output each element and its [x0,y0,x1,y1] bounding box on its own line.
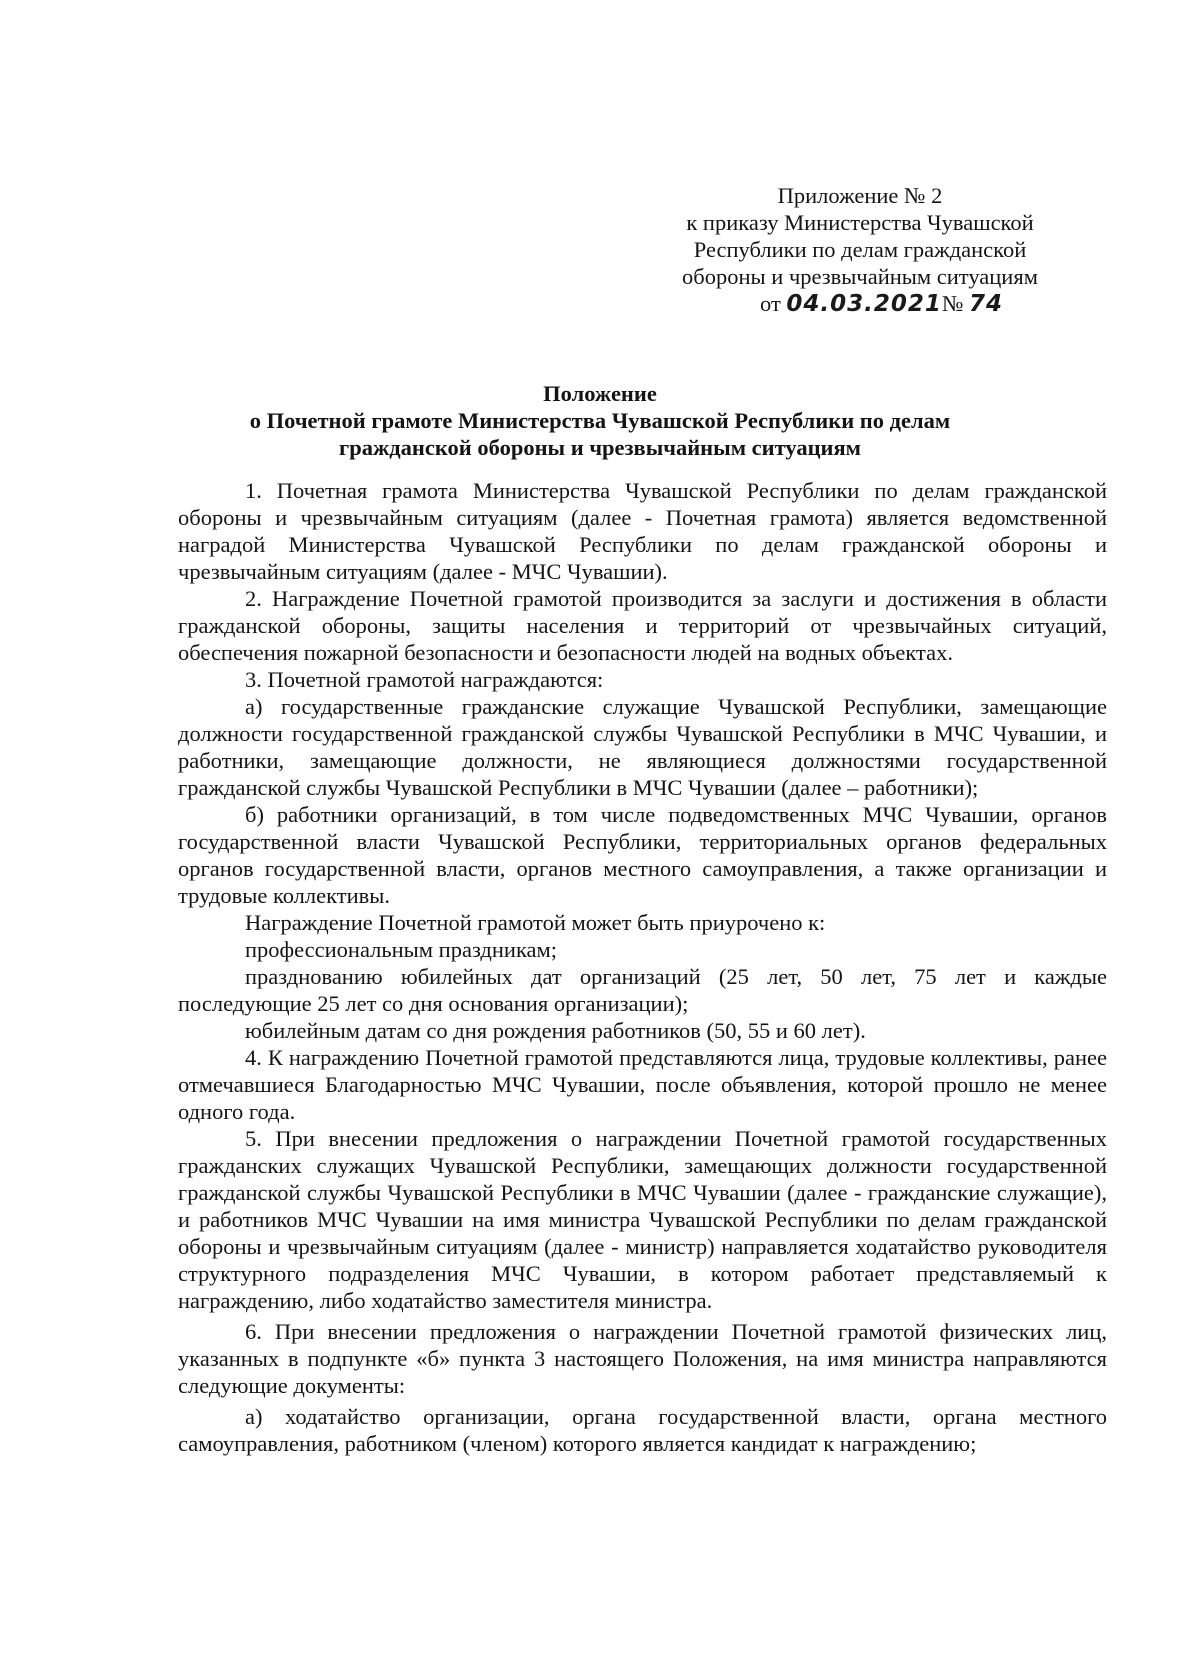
appendix-ministry-line-end: обороны и чрезвычайным ситуациям [682,264,1038,289]
handwritten-date: 04.03.2021 [786,291,942,317]
paragraph-occasion-1: профессиональным праздникам; [245,937,558,962]
document-title [160,380,1040,461]
date-prefix: от [760,291,781,316]
paragraph-2: 2. Награждение Почетной грамотой производится за заслуги и достижения в области гражданской обороны, защиты населения и территорий от чрезвычайных ситуаций, обеспечения пожарной безопасности и безопасности людей на водных объектах. [178,586,1107,665]
appendix-number: Приложение № 2 [777,183,943,208]
paragraph-4: 4. К награждению Почетной грамотой представляются лица, трудовые коллективы, ранее отмечавшиеся Благодарностью МЧС Чувашии, после объявления, которой прошло не менее одного года. [178,1045,1107,1124]
handwritten-order-number: 74 [969,291,1004,317]
number-prefix: № [941,291,964,316]
paragraph-6a: а) ходатайство организации, органа государственной власти, органа местного самоуправления, работником (членом) которого является кандидат к награждению; [178,1404,1107,1456]
paragraph-5: 5. При внесении предложения о награждении Почетной грамотой государственных гражданских служащих Чувашской Республики, замещающих должности государственной гражданской службы Чувашской Республики в МЧС Чувашии (далее - гражданские служащие), и работников МЧС Чувашии на имя министра Чувашской Республики по делам гражданской обороны и чрезвычайным ситуациям (далее - министр) направляется ходатайство руководителя структурного подразделения МЧС Чувашии, в котором работает представляемый к награждению, либо ходатайство заместителя министра. [178,1126,1107,1313]
title-line-3: гражданской обороны и чрезвычайным ситуациям [338,435,861,460]
paragraph-1: 1. Почетная грамота Министерства Чувашской Республики по делам гражданской обороны и чрезвычайным ситуациям (далее - Почетная грамота) является ведомственной наградой Министерства Чувашской Республики по делам гражданской обороны и чрезвычайным ситуациям (далее - МЧС Чувашии). [178,478,1107,584]
appendix-order-reference: к приказу Министерства Чувашской [686,210,1034,235]
title-line-2: о Почетной грамоте Министерства Чувашской Республики по делам [249,408,951,433]
paragraph-occasion-3: юбилейным датам со дня рождения работников (50, 55 и 60 лет). [245,1018,866,1043]
paragraph-3b: б) работники организаций, в том числе подведомственных МЧС Чувашии, органов государственной власти Чувашской Республики, территориальных органов федеральных органов государственной власти, органов местного самоуправления, а также организации и трудовые коллективы. [178,802,1107,908]
appendix-header [640,182,1080,318]
appendix-date-number-line [640,290,1080,318]
appendix-ministry-line: Республики по делам гражданской [693,237,1027,262]
paragraph-3a: а) государственные гражданские служащие Чувашской Республики, замещающие должности государственной гражданской службы Чувашской Республики в МЧС Чувашии, и работники, замещающие должности, не являющиеся должностями государственной гражданской службы Чувашской Республики в МЧС Чувашии (далее – работники); [178,694,1107,800]
paragraph-occasion-2: празднованию юбилейных дат организаций (25 лет, 50 лет, 75 лет и каждые последующие 25 лет со дня основания организации); [178,964,1107,1016]
paragraph-3: 3. Почетной грамотой награждаются: [245,667,604,692]
paragraph-occasions: Награждение Почетной грамотой может быть приурочено к: [245,910,826,935]
title-line-1: Положение [543,381,657,406]
document-body [178,477,1107,1457]
paragraph-6: 6. При внесении предложения о награждении Почетной грамотой физических лиц, указанных в подпункте «б» пункта 3 настоящего Положения, на имя министра направляются следующие документы: [178,1319,1107,1398]
